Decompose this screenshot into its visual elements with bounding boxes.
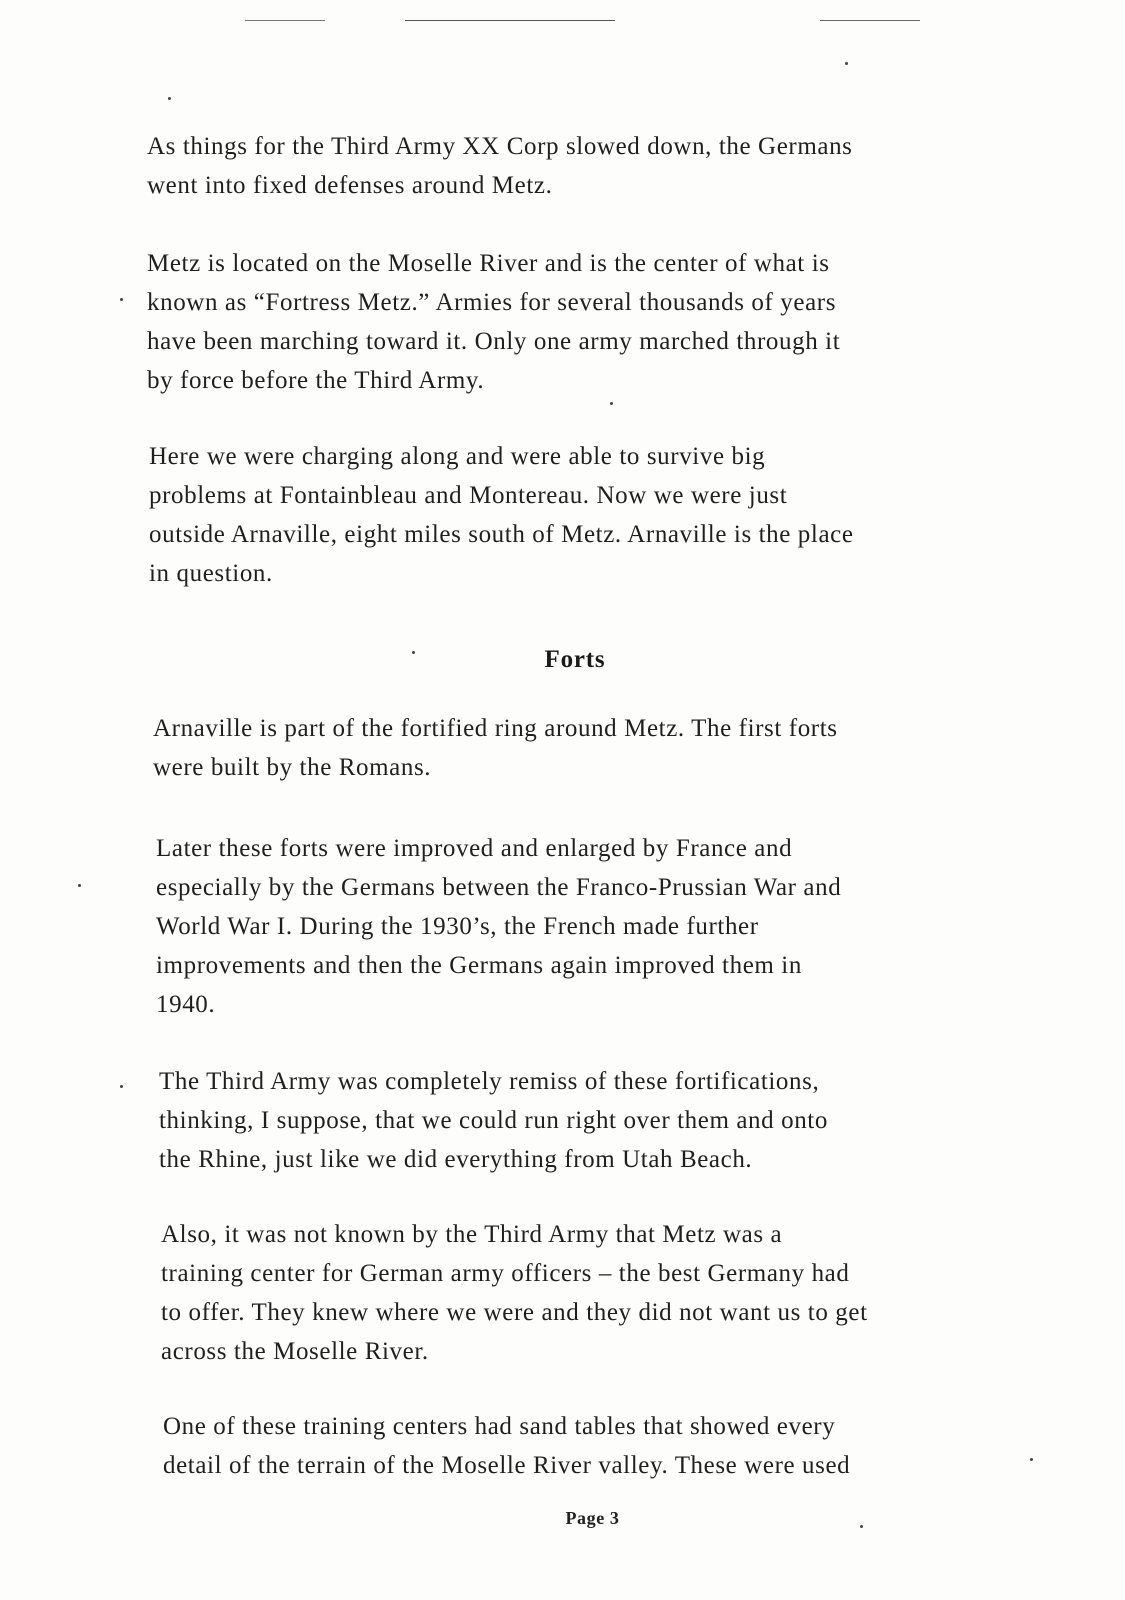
section-heading: Forts [544,646,606,673]
scan-speck [78,884,81,887]
paragraph-4: Arnaville is part of the fortified ring around Metz. The first forts were built by the Romans. [153,715,838,781]
scan-speck [120,298,123,301]
paragraph-5: Later these forts were improved and enlarged by France and especially by the Germans between the Franco-Prussian War and World War I. During the 1930’s, the French made further improvements and then the Germans again improved them in 1940. [156,835,842,1018]
top-edge-rule [820,20,920,21]
paragraph-3: Here we were charging along and were able to survive big problems at Fontainbleau and Montereau. Now we were just outside Arnaville, eight miles south of Metz. Arnaville is the place in question. [149,443,854,587]
scan-speck [845,62,848,65]
page-number: Page 3 [565,1508,620,1528]
scan-speck [120,1085,123,1088]
scan-speck [168,97,171,100]
top-edge-rule [245,20,325,21]
paragraph-7: Also, it was not known by the Third Army that Metz was a training center for German army officers – the best Germany had to offer. They knew where we were and they did not want us to get across the Moselle River. [161,1221,868,1365]
scan-speck [610,402,613,405]
paragraph-2: Metz is located on the Moselle River and is the center of what is known as “Fortress Metz.” Armies for several thousands of years have been marching toward it. Only one army marched through it by force before the Third Army. [147,250,841,394]
paragraph-1: As things for the Third Army XX Corp slowed down, the Germans went into fixed defenses around Metz. [147,133,853,199]
scan-speck [1030,1458,1033,1461]
top-edge-rule [405,20,615,21]
paragraph-8: One of these training centers had sand tables that showed every detail of the terrain of the Moselle River valley. These were used [163,1413,851,1479]
paragraph-6: The Third Army was completely remiss of these fortifications, thinking, I suppose, that we could run right over them and onto the Rhine, just like we did everything from Utah Beach. [159,1068,828,1173]
